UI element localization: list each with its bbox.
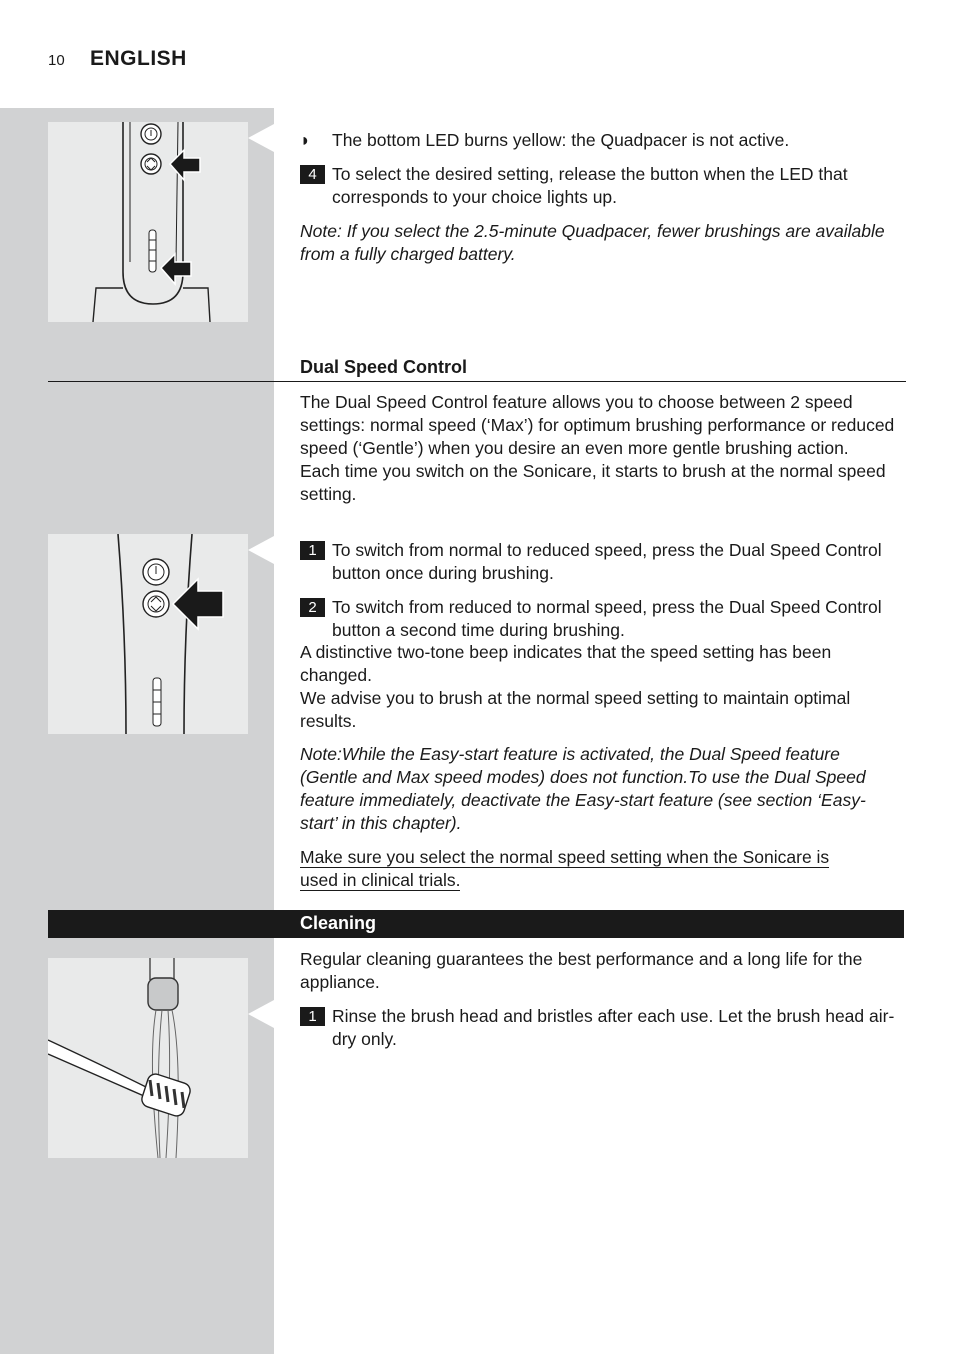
step-row <box>300 596 898 642</box>
arrow-icon <box>170 150 200 180</box>
quadpacer-illustration <box>48 122 248 322</box>
section-bar-cleaning <box>48 910 904 938</box>
dual-speed-intro-paragraph: The Dual Speed Control feature allows you to choose between 2 speed settings: normal speed (‘Max’) for optimum brushing performance or reduced speed (‘Gentle’) when you desire an even more gentle brushing action. <box>300 392 895 458</box>
power-button-icon <box>141 124 161 144</box>
step-number: 4 <box>300 165 325 184</box>
illustration-pointer <box>248 536 274 564</box>
step-row <box>300 1005 898 1051</box>
speed-button-icon <box>143 591 169 617</box>
bullet-text: The bottom LED burns yellow: the Quadpacer is not active. <box>332 130 790 150</box>
clinical-warning <box>300 846 870 892</box>
cleaning-illustration <box>48 958 248 1158</box>
clinical-warning-text: Make sure you select the normal speed setting when the Sonicare is used in clinical trials. <box>300 847 830 890</box>
page-language-title: ENGLISH <box>90 47 187 70</box>
step-number: 2 <box>300 598 325 617</box>
step-text: Rinse the brush head and bristles after each use. Let the brush head air-dry only. <box>332 1006 895 1049</box>
section-divider <box>48 381 906 382</box>
illustration-pointer <box>248 1000 274 1028</box>
dual-speed-after <box>300 641 898 733</box>
step-number: 1 <box>300 1007 325 1026</box>
rinse-brush-icon <box>48 958 248 1158</box>
dual-speed-intro <box>300 391 898 506</box>
cleaning-intro: Regular cleaning guarantees the best performance and a long life for the appliance. <box>300 949 863 992</box>
beep-paragraph: A distinctive two-tone beep indicates that the speed setting has been changed. <box>300 642 832 685</box>
step-row <box>300 539 898 585</box>
dual-speed-intro-paragraph: Each time you switch on the Sonicare, it starts to brush at the normal speed setting. <box>300 461 886 504</box>
arrow-icon <box>173 579 223 629</box>
advice-paragraph: We advise you to brush at the normal speed setting to maintain optimal results. <box>300 688 851 731</box>
quadpacer-led-icon <box>153 678 161 726</box>
section-heading-cleaning: Cleaning <box>300 913 377 933</box>
quadpacer-note: Note: If you select the 2.5-minute Quadpacer, fewer brushings are available from a fully charged battery. <box>300 221 885 264</box>
step-row <box>300 163 898 209</box>
quadpacer-led-icon <box>149 230 156 272</box>
dual-speed-illustration <box>48 534 248 734</box>
power-button-icon <box>143 559 169 585</box>
step-text: To switch from reduced to normal speed, press the Dual Speed Control button a second time during brushing. <box>332 597 882 640</box>
step-text: To switch from normal to reduced speed, press the Dual Speed Control button once during brushing. <box>332 540 882 583</box>
speed-button-icon <box>141 154 161 174</box>
illustration-pointer <box>248 124 274 152</box>
section-heading-dual-speed: Dual Speed Control <box>300 357 468 377</box>
bullet-row <box>300 129 898 152</box>
page-number: 10 <box>48 52 65 69</box>
step-text: To select the desired setting, release the button when the LED that corresponds to your choice lights up. <box>332 164 848 207</box>
step-number: 1 <box>300 541 325 560</box>
dual-speed-note: Note:While the Easy-start feature is activated, the Dual Speed feature (Gentle and Max speed modes) does not function.To use the Dual Speed feature immediately, deactivate the Easy-start feature (see section ‘Easy-start’ in this chapter). <box>300 744 866 833</box>
bullet-icon: ◗ <box>300 130 311 150</box>
